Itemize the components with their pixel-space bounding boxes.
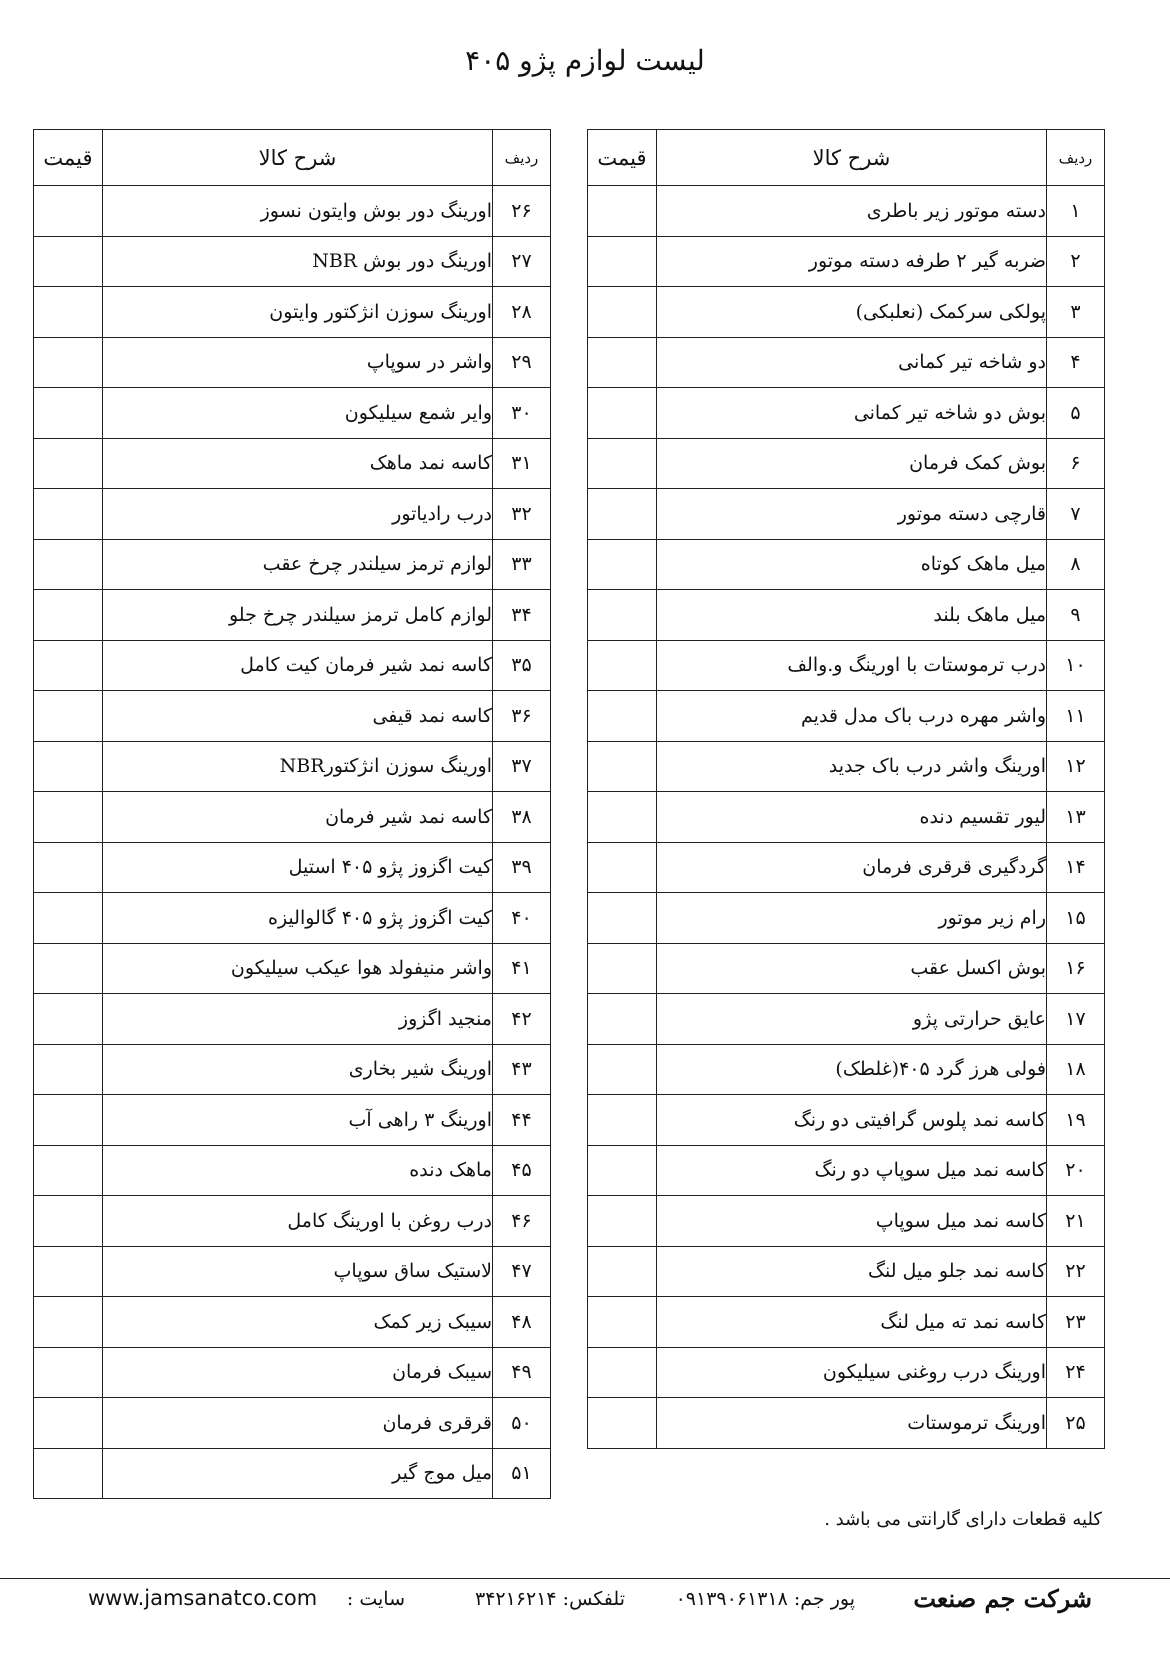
table-row [588, 893, 1105, 944]
table-row [34, 893, 551, 944]
price-header: قیمت [588, 130, 657, 186]
price-cell [588, 590, 657, 641]
table-row [34, 792, 551, 843]
item-description: واشر منیفولد هوا عیکب سیلیکون [103, 943, 493, 994]
item-description: فولی هرز گرد ۴۰۵(غلطک) [657, 1044, 1047, 1095]
row-number: ۲۷ [493, 236, 551, 287]
description-header: شرح کالا [103, 130, 493, 186]
table-row [588, 1398, 1105, 1449]
item-description: قارچی دسته موتور [657, 489, 1047, 540]
price-cell [34, 792, 103, 843]
table-row [588, 1095, 1105, 1146]
table-row [588, 1145, 1105, 1196]
table-row [34, 287, 551, 338]
price-cell [588, 1044, 657, 1095]
price-cell [588, 893, 657, 944]
item-description: ماهک دنده [103, 1145, 493, 1196]
row-number: ۲۳ [1047, 1297, 1105, 1348]
table-row [34, 539, 551, 590]
price-cell [34, 236, 103, 287]
item-description: واشر مهره درب باک مدل قدیم [657, 691, 1047, 742]
table-row [34, 741, 551, 792]
table-row [588, 640, 1105, 691]
table-row [588, 1044, 1105, 1095]
price-cell [588, 741, 657, 792]
price-cell [588, 842, 657, 893]
row-number: ۵۱ [493, 1448, 551, 1499]
price-cell [588, 438, 657, 489]
price-cell [588, 186, 657, 237]
row-number: ۹ [1047, 590, 1105, 641]
item-description: کاسه نمد شیر فرمان کیت کامل [103, 640, 493, 691]
price-cell [588, 287, 657, 338]
row-number: ۳۶ [493, 691, 551, 742]
price-cell [34, 893, 103, 944]
price-cell [34, 1297, 103, 1348]
price-cell [34, 539, 103, 590]
price-cell [34, 943, 103, 994]
table-row [588, 842, 1105, 893]
price-cell [588, 1347, 657, 1398]
table-row [34, 438, 551, 489]
table-row [34, 1145, 551, 1196]
table-row [34, 1347, 551, 1398]
item-description: کاسه نمد پلوس گرافیتی دو رنگ [657, 1095, 1047, 1146]
table-row [588, 388, 1105, 439]
table-row [588, 1246, 1105, 1297]
price-cell [34, 590, 103, 641]
item-description: بوش کمک فرمان [657, 438, 1047, 489]
table-row [34, 388, 551, 439]
row-number: ۴ [1047, 337, 1105, 388]
table-row [34, 337, 551, 388]
table-row [34, 236, 551, 287]
price-cell [34, 741, 103, 792]
row-number: ۲۹ [493, 337, 551, 388]
item-description: کاسه نمد ماهک [103, 438, 493, 489]
table-row [588, 691, 1105, 742]
item-description: ضربه گیر ۲ طرفه دسته موتور [657, 236, 1047, 287]
row-number: ۳۴ [493, 590, 551, 641]
item-description: میل ماهک کوتاه [657, 539, 1047, 590]
row-number: ۲۵ [1047, 1398, 1105, 1449]
price-cell [34, 438, 103, 489]
row-number: ۱ [1047, 186, 1105, 237]
item-description: لاستیک ساق سوپاپ [103, 1246, 493, 1297]
row-number: ۳۵ [493, 640, 551, 691]
table-row [588, 590, 1105, 641]
row-number: ۱۸ [1047, 1044, 1105, 1095]
table-row [588, 438, 1105, 489]
row-number: ۴۹ [493, 1347, 551, 1398]
price-cell [588, 691, 657, 742]
row-number: ۲۱ [1047, 1196, 1105, 1247]
row-number: ۳۳ [493, 539, 551, 590]
table-row [34, 640, 551, 691]
row-number: ۸ [1047, 539, 1105, 590]
row-number: ۲۴ [1047, 1347, 1105, 1398]
item-description: اورینگ ترموستات [657, 1398, 1047, 1449]
item-description: سیبک فرمان [103, 1347, 493, 1398]
row-number-header: ردیف [493, 130, 551, 186]
page-title: لیست لوازم پژو ۴۰۵ [465, 44, 705, 77]
table-row [34, 1448, 551, 1499]
footer-divider [0, 1578, 1170, 1579]
price-cell [588, 1297, 657, 1348]
table-row [34, 842, 551, 893]
price-cell [588, 1145, 657, 1196]
table-row [588, 186, 1105, 237]
row-number: ۱۲ [1047, 741, 1105, 792]
row-number: ۳۰ [493, 388, 551, 439]
price-cell [588, 1398, 657, 1449]
description-header: شرح کالا [657, 130, 1047, 186]
item-description: کیت اگزوز پژو ۴۰۵ استیل [103, 842, 493, 893]
table-row [34, 1246, 551, 1297]
row-number: ۱۴ [1047, 842, 1105, 893]
table-row [588, 994, 1105, 1045]
parts-table-right-body [588, 186, 1105, 1449]
price-cell [34, 1044, 103, 1095]
price-cell [588, 1246, 657, 1297]
item-description: میل موج گیر [103, 1448, 493, 1499]
row-number: ۳۱ [493, 438, 551, 489]
row-number: ۳ [1047, 287, 1105, 338]
row-number: ۴۵ [493, 1145, 551, 1196]
item-description: قرقری فرمان [103, 1398, 493, 1449]
item-description: اورینگ دور بوش NBR [103, 236, 493, 287]
price-cell [588, 943, 657, 994]
row-number: ۳۷ [493, 741, 551, 792]
item-description: اورینگ واشر درب باک جدید [657, 741, 1047, 792]
table-row [588, 539, 1105, 590]
row-number: ۴۰ [493, 893, 551, 944]
parts-table-right [587, 129, 1105, 1449]
row-number: ۲۸ [493, 287, 551, 338]
item-description: منجید اگزوز [103, 994, 493, 1045]
price-cell [34, 691, 103, 742]
price-cell [34, 1196, 103, 1247]
item-description: رام زیر موتور [657, 893, 1047, 944]
footer [0, 1584, 1170, 1624]
price-cell [34, 186, 103, 237]
table-row [588, 943, 1105, 994]
table-row [34, 691, 551, 742]
item-description: میل ماهک بلند [657, 590, 1047, 641]
price-cell [34, 287, 103, 338]
item-description: اورینگ سوزن انژکتور وایتون [103, 287, 493, 338]
item-description: بوش اکسل عقب [657, 943, 1047, 994]
row-number: ۱۹ [1047, 1095, 1105, 1146]
item-description: وایر شمع سیلیکون [103, 388, 493, 439]
row-number: ۴۴ [493, 1095, 551, 1146]
row-number: ۲۶ [493, 186, 551, 237]
row-number: ۴۸ [493, 1297, 551, 1348]
row-number-header: ردیف [1047, 130, 1105, 186]
item-description: درب ترموستات با اورینگ و.والف [657, 640, 1047, 691]
item-description: اورینگ ۳ راهی آب [103, 1095, 493, 1146]
price-cell [34, 994, 103, 1045]
row-number: ۴۲ [493, 994, 551, 1045]
item-description: لوازم کامل ترمز سیلندر چرخ جلو [103, 590, 493, 641]
row-number: ۲۰ [1047, 1145, 1105, 1196]
item-description: بوش دو شاخه تیر کمانی [657, 388, 1047, 439]
price-cell [34, 337, 103, 388]
row-number: ۴۶ [493, 1196, 551, 1247]
price-cell [588, 489, 657, 540]
table-row [34, 943, 551, 994]
row-number: ۴۷ [493, 1246, 551, 1297]
price-cell [34, 489, 103, 540]
row-number: ۵۰ [493, 1398, 551, 1449]
price-cell [34, 1145, 103, 1196]
row-number: ۵ [1047, 388, 1105, 439]
price-cell [34, 1095, 103, 1146]
price-cell [588, 337, 657, 388]
table-row [34, 489, 551, 540]
price-cell [34, 1347, 103, 1398]
row-number: ۴۳ [493, 1044, 551, 1095]
website-label: سایت : [346, 1588, 405, 1610]
item-description: کاسه نمد قیفی [103, 691, 493, 742]
parts-table-left-body [34, 186, 551, 1499]
table-row [34, 1095, 551, 1146]
item-description: کاسه نمد میل سوپاپ دو رنگ [657, 1145, 1047, 1196]
item-description: دسته موتور زیر باطری [657, 186, 1047, 237]
item-description: اورینگ شیر بخاری [103, 1044, 493, 1095]
table-row [34, 1297, 551, 1348]
item-description: کاسه نمد میل سوپاپ [657, 1196, 1047, 1247]
item-description: دو شاخه تیر کمانی [657, 337, 1047, 388]
row-number: ۱۱ [1047, 691, 1105, 742]
row-number: ۱۷ [1047, 994, 1105, 1045]
table-row [34, 1044, 551, 1095]
table-header-row [34, 130, 551, 186]
row-number: ۱۵ [1047, 893, 1105, 944]
table-row [34, 590, 551, 641]
price-cell [34, 640, 103, 691]
item-description: کاسه نمد جلو میل لنگ [657, 1246, 1047, 1297]
item-description: سیبک زیر کمک [103, 1297, 493, 1348]
row-number: ۱۰ [1047, 640, 1105, 691]
table-row [588, 287, 1105, 338]
price-cell [34, 1448, 103, 1499]
row-number: ۷ [1047, 489, 1105, 540]
parts-table-left [33, 129, 551, 1499]
item-description: اورینگ سوزن انژکتورNBR [103, 741, 493, 792]
table-row [588, 792, 1105, 843]
company-name: شرکت جم صنعت [913, 1584, 1092, 1613]
price-cell [34, 842, 103, 893]
table-row [34, 186, 551, 237]
item-description: درب روغن با اورینگ کامل [103, 1196, 493, 1247]
warranty-note: کلیه قطعات دارای گارانتی می باشد . [824, 1509, 1102, 1530]
price-cell [588, 1095, 657, 1146]
table-row [34, 994, 551, 1045]
row-number: ۱۶ [1047, 943, 1105, 994]
price-cell [34, 1246, 103, 1297]
price-cell [588, 640, 657, 691]
item-description: عایق حرارتی پژو [657, 994, 1047, 1045]
item-description: لوازم ترمز سیلندر چرخ عقب [103, 539, 493, 590]
price-cell [34, 1398, 103, 1449]
table-row [588, 489, 1105, 540]
row-number: ۲۲ [1047, 1246, 1105, 1297]
price-cell [34, 388, 103, 439]
table-row [588, 236, 1105, 287]
price-header: قیمت [34, 130, 103, 186]
row-number: ۱۳ [1047, 792, 1105, 843]
row-number: ۳۹ [493, 842, 551, 893]
item-description: گردگیری قرقری فرمان [657, 842, 1047, 893]
row-number: ۲ [1047, 236, 1105, 287]
item-description: کیت اگزوز پژو ۴۰۵ گالوالیزه [103, 893, 493, 944]
price-cell [588, 236, 657, 287]
row-number: ۳۲ [493, 489, 551, 540]
mobile-phone: پور جم: ۰۹۱۳۹۰۶۱۳۱۸ [675, 1588, 855, 1610]
table-row [588, 1297, 1105, 1348]
website-link[interactable]: www.jamsanatco.com [88, 1586, 318, 1610]
telefax: تلفکس: ۳۴۲۱۶۲۱۴ [475, 1588, 625, 1610]
price-cell [588, 1196, 657, 1247]
item-description: پولکی سرکمک (نعلبکی) [657, 287, 1047, 338]
item-description: اورینگ دور بوش وایتون نسوز [103, 186, 493, 237]
table-row [588, 337, 1105, 388]
table-row [588, 1347, 1105, 1398]
item-description: اورینگ درب روغنی سیلیکون [657, 1347, 1047, 1398]
table-row [34, 1196, 551, 1247]
item-description: لیور تقسیم دنده [657, 792, 1047, 843]
price-cell [588, 994, 657, 1045]
table-header-row [588, 130, 1105, 186]
item-description: کاسه نمد ته میل لنگ [657, 1297, 1047, 1348]
row-number: ۳۸ [493, 792, 551, 843]
table-row [34, 1398, 551, 1449]
row-number: ۶ [1047, 438, 1105, 489]
item-description: درب رادیاتور [103, 489, 493, 540]
table-row [588, 741, 1105, 792]
price-cell [588, 388, 657, 439]
table-row [588, 1196, 1105, 1247]
price-cell [588, 539, 657, 590]
item-description: کاسه نمد شیر فرمان [103, 792, 493, 843]
price-cell [588, 792, 657, 843]
row-number: ۴۱ [493, 943, 551, 994]
item-description: واشر در سوپاپ [103, 337, 493, 388]
